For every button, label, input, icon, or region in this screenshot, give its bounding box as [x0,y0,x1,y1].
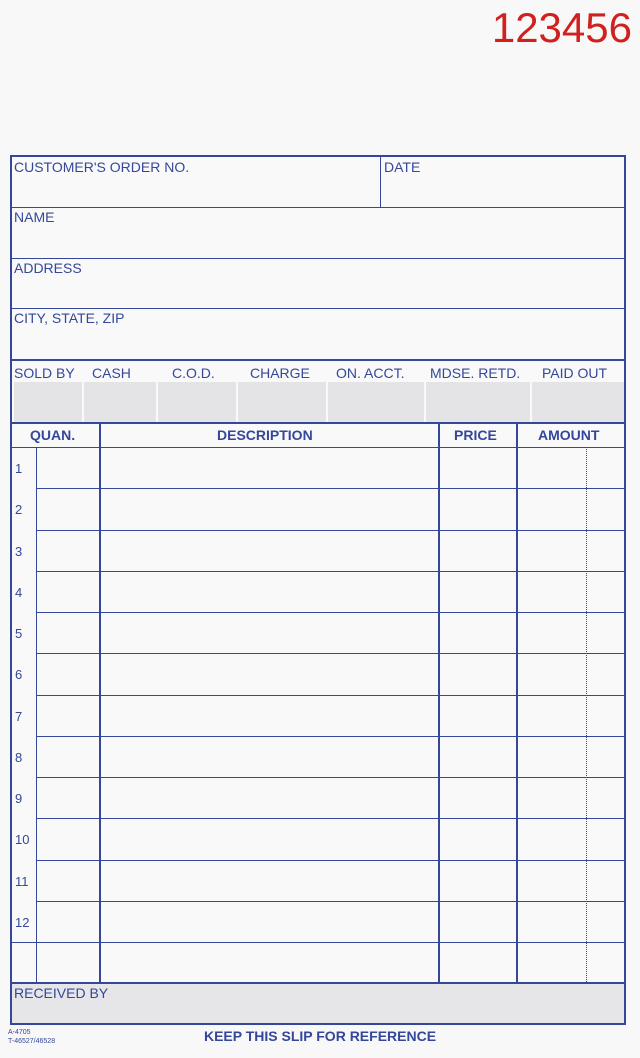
paid-out-label: PAID OUT [542,365,608,381]
sales-slip-form [10,155,626,1025]
cash-label: CASH [92,365,131,381]
line-number: 8 [15,749,23,765]
table-row[interactable] [36,612,624,653]
cod-box[interactable] [158,362,236,422]
table-row[interactable] [36,860,624,901]
line-number: 4 [15,584,23,600]
line-number: 1 [15,461,23,476]
received-by-input[interactable] [122,995,616,1021]
form-number: 123456 [491,4,632,51]
line-number: 12 [15,914,30,930]
line-number: 5 [15,626,23,641]
table-row[interactable] [36,571,624,612]
on-account-label: ON. ACCT. [336,365,405,381]
line-number: 9 [15,791,23,806]
description-header: DESCRIPTION [217,427,313,443]
line-number: 10 [15,832,30,848]
table-row[interactable] [36,447,624,488]
order-number-label: CUSTOMER'S ORDER NO. [14,159,190,175]
table-row[interactable] [36,818,624,859]
city-state-zip-input[interactable] [14,330,618,356]
table-row[interactable] [36,530,624,571]
order-number-input[interactable] [14,179,378,205]
line-number: 3 [15,543,23,559]
table-row[interactable] [36,901,624,942]
table-row[interactable] [36,488,624,529]
table-row[interactable] [36,695,624,736]
form-code-secondary: T-46527/46528 [8,1038,56,1045]
line-number: 6 [15,667,23,683]
table-row[interactable] [36,777,624,818]
sold-by-label: SOLD BY [14,365,75,381]
name-input[interactable] [14,229,618,255]
charge-box[interactable] [238,362,326,422]
address-label: ADDRESS [14,260,82,276]
charge-label: CHARGE [250,365,310,381]
sold-by-box[interactable] [12,362,82,422]
table-row[interactable] [36,736,624,777]
reference-note: KEEP THIS SLIP FOR REFERENCE [203,1028,437,1044]
form-code-primary: A-4705 [8,1029,31,1036]
name-label: NAME [14,209,55,225]
line-number: 7 [15,708,23,724]
received-by-label: RECEIVED BY [14,985,109,1001]
paid-out-box[interactable] [532,362,624,422]
row-separator [12,942,624,943]
table-row[interactable] [36,653,624,694]
cod-label: C.O.D. [172,365,215,381]
on-account-box[interactable] [328,362,424,422]
quantity-header: QUAN. [30,427,76,443]
date-input[interactable] [384,179,624,205]
cash-box[interactable] [84,362,156,422]
price-header: PRICE [454,427,497,443]
date-label: DATE [384,159,421,175]
city-state-zip-label: CITY, STATE, ZIP [14,310,125,326]
merchandise-returned-box[interactable] [426,362,530,422]
footer [0,1026,640,1058]
amount-header: AMOUNT [538,427,600,443]
address-input[interactable] [14,280,618,306]
line-number: 11 [15,873,29,889]
merchandise-returned-label: MDSE. RETD. [430,365,521,381]
line-number: 2 [15,502,23,518]
